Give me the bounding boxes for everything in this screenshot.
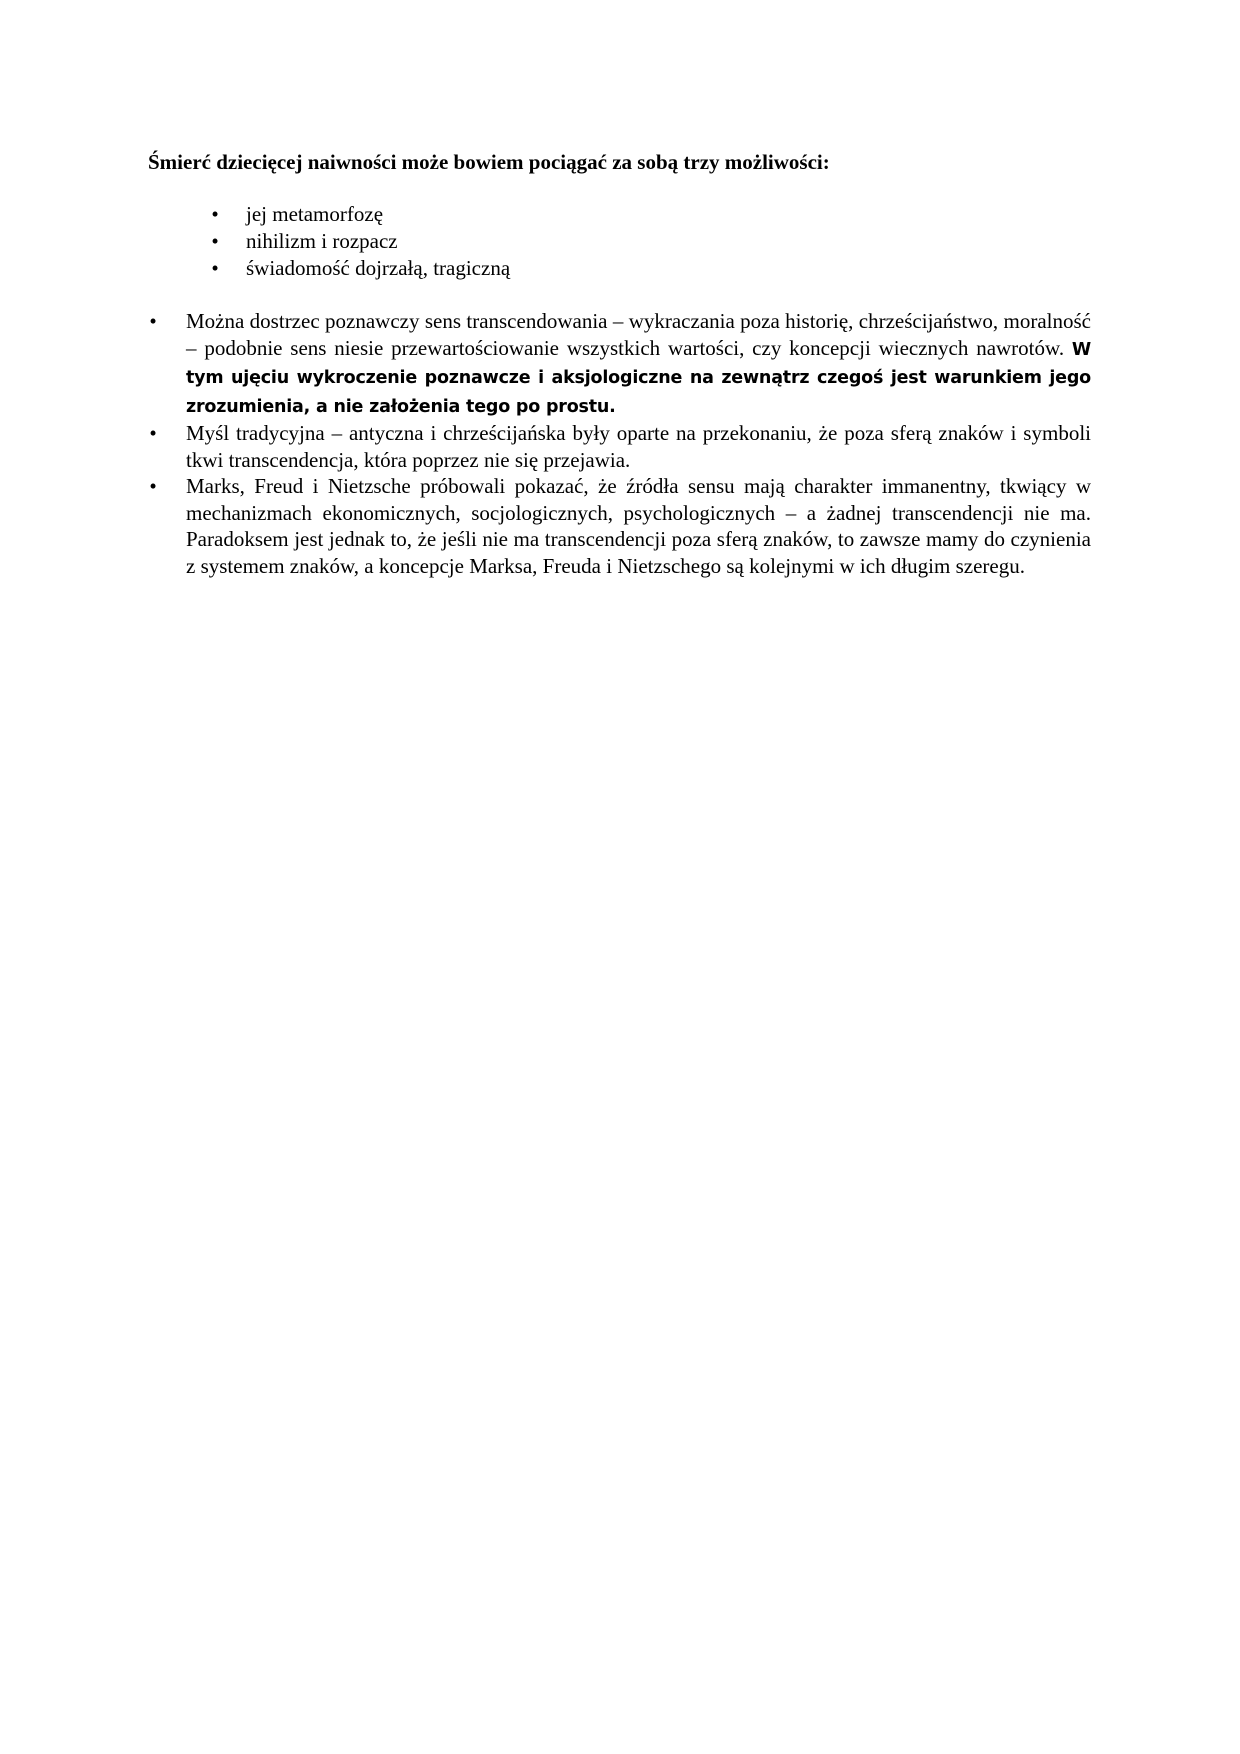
paragraph-text: Można dostrzec poznawczy sens transcendowania – wykraczania poza historię, chrześcijaństwo, moralność – podobnie sens niesie przewartościowanie wszystkich wartości, czy koncepcji wiecznych nawrotów. xyxy=(186,309,1091,360)
paragraph-text: Marks, Freud i Nietzsche próbowali pokazać, że źródła sensu mają charakter immanentny, tkwiący w mechanizmach ekonomicznych, socjologicznych, psychologicznych – a żadnej transcendencji nie ma. Paradoksem jest jednak to, że jeśli nie ma transcendencji poza sferą znaków, to zawsze mamy do czynienia z systemem znaków, a koncepcje Marksa, Freuda i Nietzschego są kolejnymi w ich długim szeregu. xyxy=(186,474,1091,578)
list-item xyxy=(0,420,1240,473)
list-item xyxy=(0,201,1240,228)
paragraph xyxy=(186,308,1091,420)
list-item xyxy=(0,255,1240,282)
list-item xyxy=(0,228,1240,255)
list-item-text: świadomość dojrzałą, tragiczną xyxy=(246,256,511,280)
list-item-text: nihilizm i rozpacz xyxy=(246,229,398,253)
paragraph-bold-text: W tym ujęciu wykroczenie poznawcze i aksjologiczne na zewnątrz czegoś jest warunkiem jego zrozumienia, a nie założenia tego po prostu. xyxy=(186,339,1091,417)
bullet-icon: • xyxy=(149,474,157,498)
bullet-icon: • xyxy=(149,421,157,445)
paragraph-text: Myśl tradycyjna – antyczna i chrześcijańska były oparte na przekonaniu, że poza sferą znaków i symboli tkwi transcendencja, która poprzez nie się przejawia. xyxy=(186,421,1091,472)
list-item xyxy=(0,473,1240,579)
bullet-icon: • xyxy=(211,229,219,253)
section-heading: Śmierć dziecięcej naiwności może bowiem pociągać za sobą trzy możliwości: xyxy=(148,150,830,174)
bullet-icon: • xyxy=(211,256,219,280)
paragraph xyxy=(186,420,1091,473)
list-item-text: jej metamorfozę xyxy=(246,202,384,226)
bullet-icon: • xyxy=(149,309,157,333)
discussion-list xyxy=(0,308,1240,579)
list-item xyxy=(0,308,1240,420)
possibilities-list xyxy=(0,201,1240,282)
paragraph xyxy=(186,473,1091,579)
bullet-icon: • xyxy=(211,202,219,226)
